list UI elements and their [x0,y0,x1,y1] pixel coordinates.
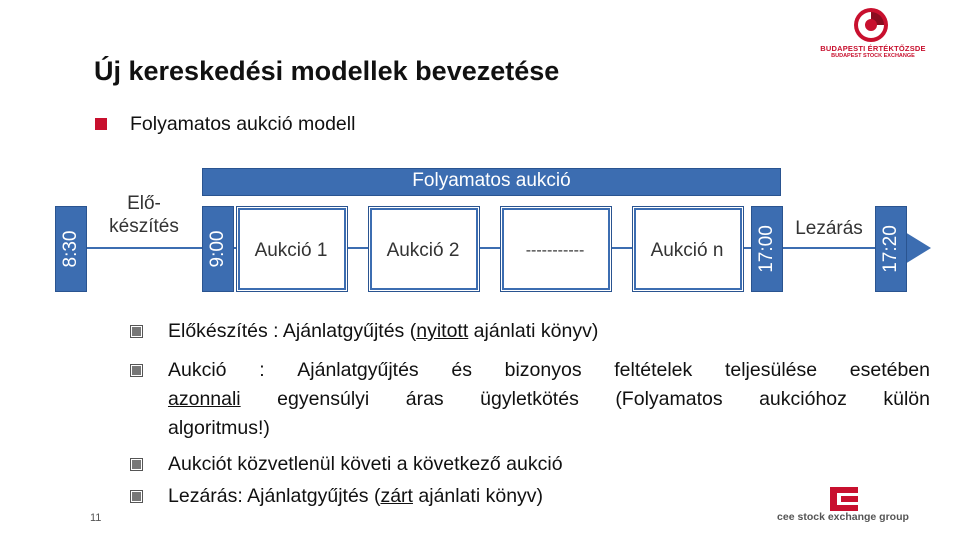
time-marker-start [55,206,87,292]
time-marker-close [751,206,783,292]
auction-label: Aukció 1 [254,240,328,261]
bullet-text-underlined: nyitott [416,320,469,342]
bullet-text: Lezárás: Ajánlatgyűjtés ( [168,485,381,507]
continuous-auction-label: Folyamatos aukció [412,170,571,191]
bullet-auction-line1 [168,359,930,382]
time-marker-end [875,206,907,292]
word-underlined: azonnali [168,388,241,410]
pre-phase-label-line2: készítés [109,216,179,237]
page-title: Új kereskedési modellek bevezetése [94,56,560,86]
bullet-preparation [168,320,598,343]
bullet-text: Előkészítés : Ajánlatgyűjtés ( [168,320,417,342]
bullet-text: ajánlati könyv) [468,320,599,342]
bullet-next-auction: Aukciót közvetlenül követi a következő aukció [168,453,563,475]
time-label: 8:30 [60,230,81,268]
page-number: 11 [90,512,102,524]
word: bizonyos [504,359,582,381]
time-label: 17:20 [880,225,901,273]
pre-phase-label-line1: Elő- [127,193,161,214]
square-bullet-icon [130,325,143,338]
auction-label: Aukció n [650,240,724,261]
exchange-name: BUDAPESTI ÉRTÉKTŐZSDE [820,44,926,53]
pre-phase-label [96,192,192,238]
bullet-auction-line2 [168,388,930,411]
word: áras [405,388,444,410]
square-bullet-icon [130,458,143,471]
bullet-text-underlined: zárt [380,485,413,507]
closing-phase-label: Lezárás [795,218,863,239]
bullet-closing [168,485,543,508]
section-subtitle: Folyamatos aukció modell [130,113,356,135]
exchange-name-en: BUDAPEST STOCK EXCHANGE [831,53,915,59]
time-label: 17:00 [756,225,777,273]
word: Ajánlatgyűjtés [297,359,419,381]
word: külön [883,388,930,410]
word: teljesülése [724,359,818,381]
word: ügyletkötés [480,388,579,410]
arrow-head-icon [905,232,931,264]
word: és [451,359,472,381]
time-marker-open [202,206,234,292]
word: esetében [849,359,930,381]
bullet-text: ajánlati könyv) [412,485,544,507]
bullet-auction-line3: algoritmus!) [168,417,270,439]
group-name: cee stock exchange group [777,511,909,523]
word: aukcióhoz [759,388,847,410]
auction-label: ----------- [525,242,585,259]
square-bullet-icon [130,364,143,377]
red-square-bullet-icon [95,117,109,131]
bse-logo-icon [850,6,892,49]
word: : [259,359,265,381]
word: egyensúlyi [277,388,370,410]
word: feltételek [614,359,693,381]
square-bullet-icon [130,490,143,503]
time-label: 9:00 [207,230,228,268]
auction-label: Aukció 2 [386,240,460,261]
word: (Folyamatos [615,388,723,410]
word: Aukció [168,359,227,381]
